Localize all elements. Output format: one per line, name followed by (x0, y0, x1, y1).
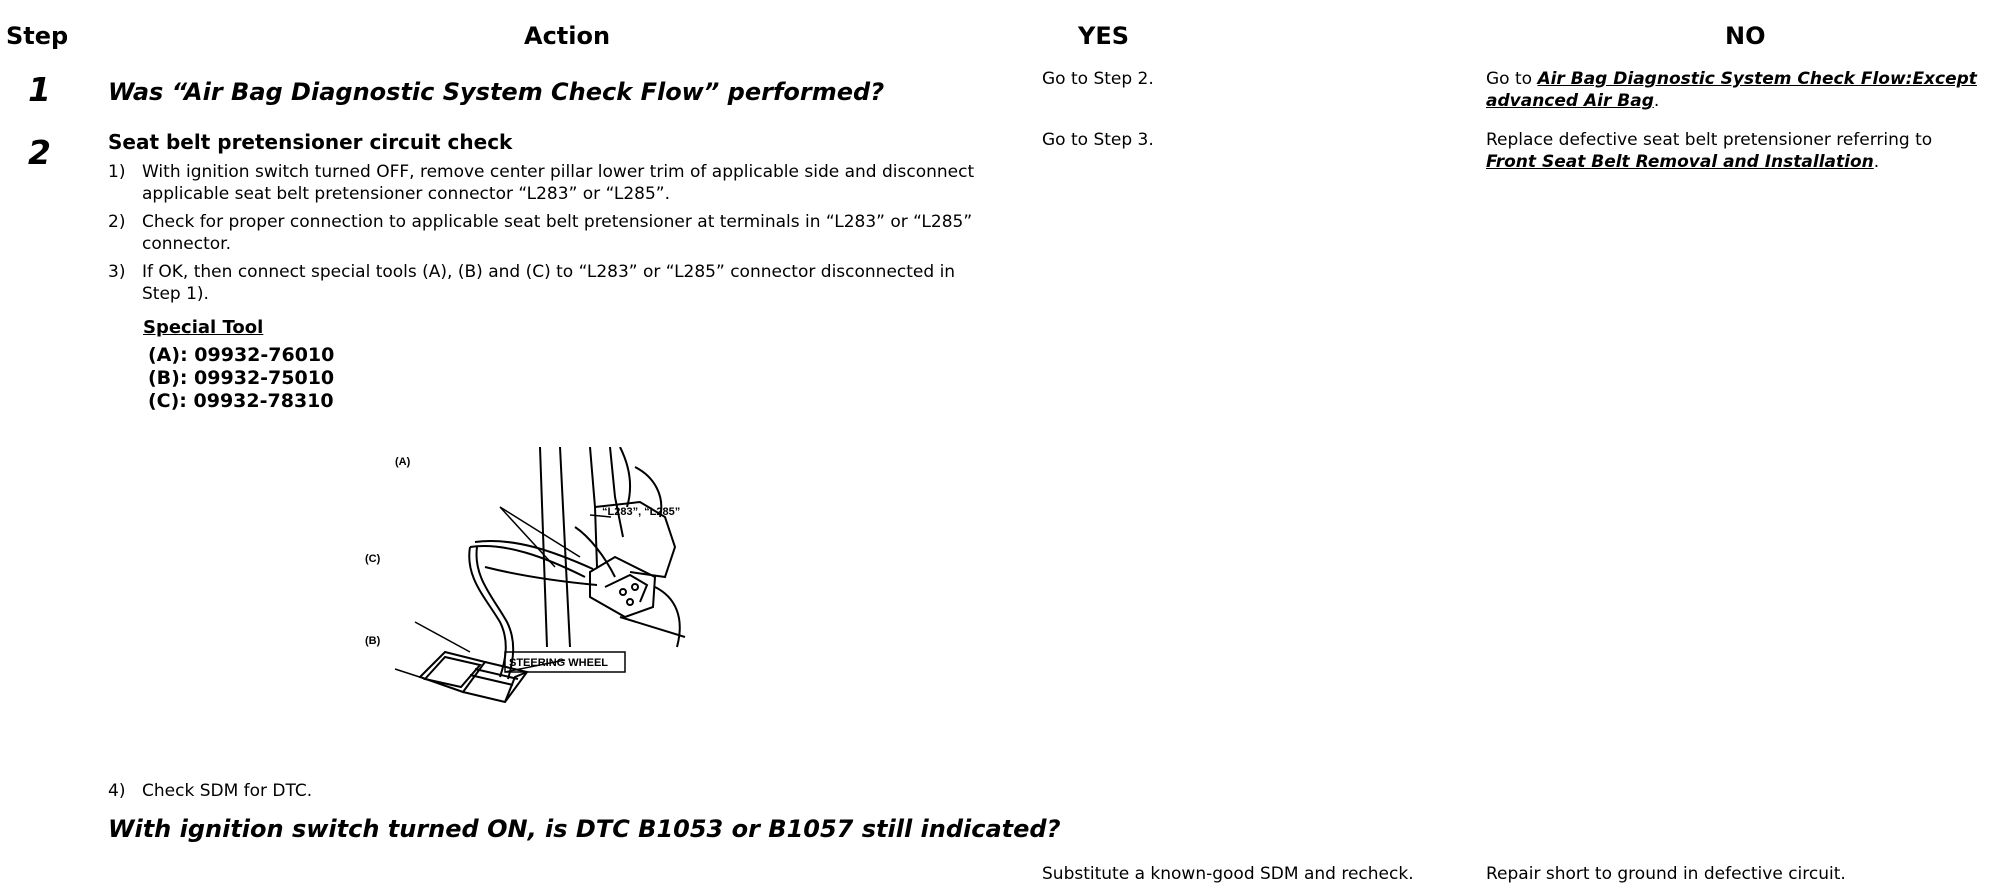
figure-label-steering-wheel: STEERING WHEEL (509, 657, 609, 669)
special-tool-title: Special Tool (143, 317, 264, 338)
figure-label-a: (A) (395, 456, 411, 468)
step-3-yes: Substitute a known-good SDM and recheck. (1042, 864, 1414, 884)
header-no: NO (1725, 22, 1766, 50)
figure-label-c: (C) (365, 553, 381, 565)
figure-label-connector: “L283”, “L285” (602, 506, 681, 518)
list-item (108, 261, 988, 305)
step-1-no-prefix: Go to (1486, 69, 1538, 89)
list-item-number: 1) (108, 162, 126, 182)
list-item (108, 161, 988, 205)
header-step: Step (6, 22, 69, 50)
step-2-no-link[interactable]: Front Seat Belt Removal and Installation (1486, 152, 1874, 172)
step-3-no: Repair short to ground in defective circuit. (1486, 864, 1846, 884)
step-1-no-suffix: . (1653, 91, 1660, 111)
list-item-text: If OK, then connect special tools (A), (B) and (C) to “L283” or “L285” connector disconnected in Step 1). (142, 262, 956, 304)
step-2-yes: Go to Step 3. (1042, 130, 1154, 150)
header-action: Action (524, 22, 611, 50)
step-2-procedure-list (108, 161, 988, 311)
step-1-question: Was “Air Bag Diagnostic System Check Flow” performed? (108, 78, 885, 106)
special-tool-b: (B): 09932-75010 (148, 367, 335, 389)
step-2-question: With ignition switch turned ON, is DTC B1053 or B1057 still indicated? (108, 815, 1061, 843)
tool-connection-illustration (365, 447, 705, 725)
list-item-text: With ignition switch turned OFF, remove center pillar lower trim of applicable side and disconnect applicable seat belt pretensioner connector “L283” or “L285”. (142, 162, 975, 204)
special-tool-c: (C): 09932-78310 (148, 390, 334, 412)
step-2-procedure-list-continued (108, 780, 1008, 808)
special-tool-a: (A): 09932-76010 (148, 344, 335, 366)
step-2-no (1486, 129, 1986, 173)
step-2-title: Seat belt pretensioner circuit check (108, 130, 513, 154)
figure-label-b: (B) (365, 635, 381, 647)
special-tool-list (148, 344, 334, 413)
list-item-number: 2) (108, 212, 126, 232)
step-2-no-suffix: . (1873, 152, 1880, 172)
list-item-text: Check for proper connection to applicable seat belt pretensioner at terminals in “L283” or “L285” connector. (142, 212, 973, 254)
list-item (108, 780, 1008, 802)
list-item-text: Check SDM for DTC. (142, 781, 313, 801)
step-2-number: 2 (28, 133, 51, 172)
step-1-no (1486, 68, 1986, 112)
step-1-yes: Go to Step 2. (1042, 69, 1154, 89)
tool-connection-diagram (365, 447, 705, 725)
list-item-number: 3) (108, 262, 126, 282)
step-2-no-prefix: Replace defective seat belt pretensioner referring to (1486, 130, 1933, 150)
step-1-number: 1 (28, 70, 51, 109)
list-item (108, 211, 988, 255)
step-1-no-link[interactable]: Air Bag Diagnostic System Check Flow:Except advanced Air Bag (1486, 69, 1977, 111)
list-item-number: 4) (108, 781, 126, 801)
header-yes: YES (1078, 22, 1130, 50)
